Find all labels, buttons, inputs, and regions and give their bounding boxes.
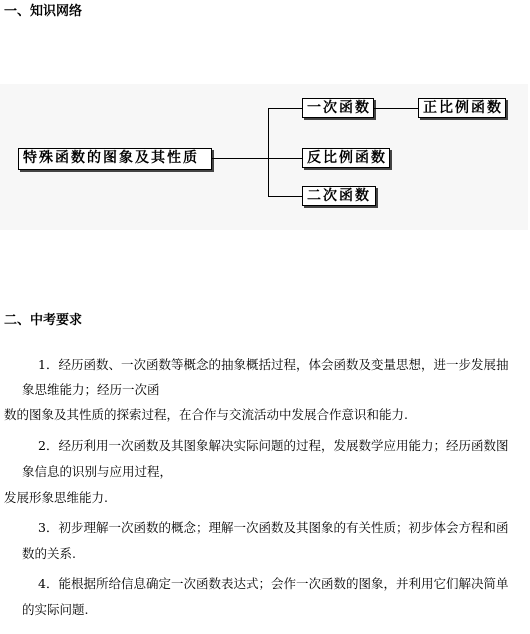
requirement-2-line-3: 发展形象思维能力. [4, 490, 108, 505]
requirement-1-line-2: 象思维能力；经历一次函 [22, 382, 160, 397]
connector-root-to-trunk [212, 158, 268, 159]
node-special-functions: 特殊函数的图象及其性质 [18, 148, 212, 170]
node-direct-proportion: 正比例函数 [418, 98, 506, 118]
requirement-1-line-3: 数的图象及其性质的探索过程，在合作与交流活动中发展合作意识和能力. [4, 407, 408, 422]
connector-to-quadratic [268, 196, 302, 197]
section-heading-exam-requirements: 二、中考要求 [4, 313, 83, 328]
section-heading-knowledge-network: 一、知识网络 [4, 4, 83, 19]
connector-linear-to-direct [374, 108, 418, 109]
node-linear-function: 一次函数 [302, 98, 374, 118]
connector-trunk-vertical [268, 108, 269, 196]
connector-to-inverse [268, 158, 302, 159]
requirement-4-line-1: 4．能根据所给信息确定一次函数表达式；会作一次函数的图象，并利用它们解决简单 [38, 576, 509, 591]
node-quadratic-function: 二次函数 [302, 186, 376, 206]
requirement-1-line-1: 1．经历函数、一次函数等概念的抽象概括过程，体会函数及变量思想，进一步发展抽 [38, 357, 509, 372]
knowledge-network-diagram [0, 84, 528, 230]
requirement-3-line-1: 3．初步理解一次函数的概念；理解一次函数及其图象的有关性质；初步体会方程和函 [38, 520, 509, 535]
node-inverse-proportion: 反比例函数 [302, 148, 390, 168]
requirement-4-line-2: 的实际问题. [22, 602, 89, 617]
requirement-2-line-1: 2．经历利用一次函数及其图象解决实际问题的过程，发展数学应用能力；经历函数图 [38, 438, 509, 453]
requirement-2-line-2: 象信息的识别与应用过程， [22, 464, 173, 479]
connector-to-linear [268, 108, 302, 109]
requirement-3-line-2: 数的关系. [22, 546, 76, 561]
